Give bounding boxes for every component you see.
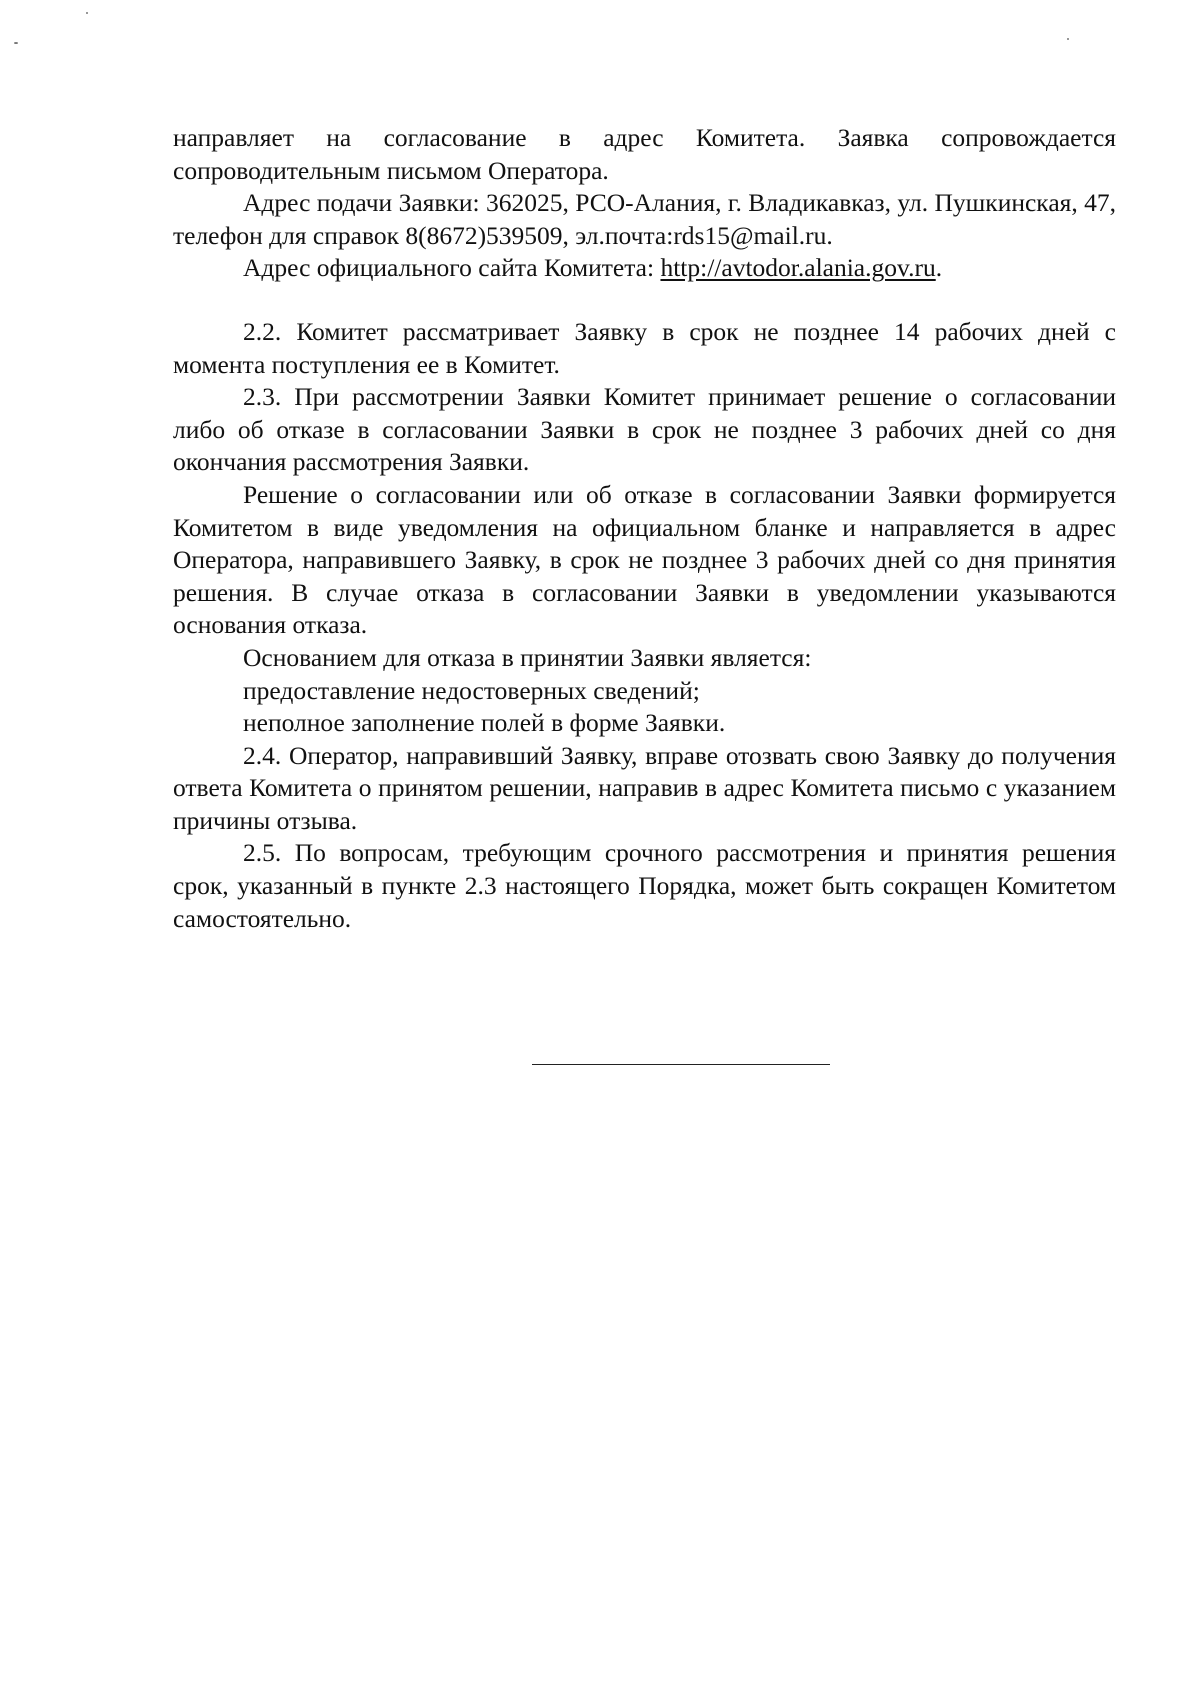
paragraph-website <box>173 252 1116 285</box>
scan-speck <box>86 12 88 14</box>
paragraph-submission-address: Адрес подачи Заявки: 362025, РСО-Алания, г. Владикавказ, ул. Пушкинская, 47, телефон для справок 8(8672)539509, эл.почта:rds15@mail.ru. <box>173 188 1116 250</box>
paragraph-2-2: 2.2. Комитет рассматривает Заявку в срок не позднее 14 рабочих дней с момента поступления ее в Комитет. <box>173 316 1116 379</box>
website-label: Адрес официального сайта Комитета: <box>243 253 661 283</box>
paragraph-continuation: направляет на согласование в адрес Комитета. Заявка сопровождается сопроводительным письмом Оператора. <box>173 123 1116 185</box>
paragraph-refusal-grounds: Основанием для отказа в принятии Заявки является: <box>243 642 812 672</box>
website-suffix: . <box>935 253 943 283</box>
paragraph-2-5: 2.5. По вопросам, требующим срочного рассмотрения и принятия решения срок, указанный в пункте 2.3 настоящего Порядка, может быть сокращен Комитетом самостоятельно. <box>173 838 1116 933</box>
scan-speck <box>14 42 18 44</box>
paragraph-ground-2: неполное заполнение полей в форме Заявки. <box>243 708 726 738</box>
document-body <box>173 122 1116 935</box>
end-of-document-rule <box>532 1064 830 1065</box>
paragraph-2-4: 2.4. Оператор, направивший Заявку, вправе отозвать свою Заявку до получения ответа Комитета о принятом решении, направив в адрес Комитета письмо с указанием причины отзыва. <box>173 740 1116 835</box>
website-link[interactable]: http://avtodor.alania.gov.ru <box>660 253 936 283</box>
paragraph-decision: Решение о согласовании или об отказе в согласовании Заявки формируется Комитетом в виде уведомления на официальном бланке и направляется в адрес Оператора, направившего Заявку, в срок не позднее 3 рабочих дней со дня принятия решения. В случае отказа в согласовании Заявки в уведомлении указываются основания отказа. <box>173 479 1116 640</box>
paragraph-ground-1: предоставление недостоверных сведений; <box>243 675 700 705</box>
paragraph-2-3: 2.3. При рассмотрении Заявки Комитет принимает решение о согласовании либо об отказе в согласовании Заявки в срок не позднее 3 рабочих дней со дня окончания рассмотрения Заявки. <box>173 382 1116 477</box>
scan-speck <box>1067 38 1069 40</box>
